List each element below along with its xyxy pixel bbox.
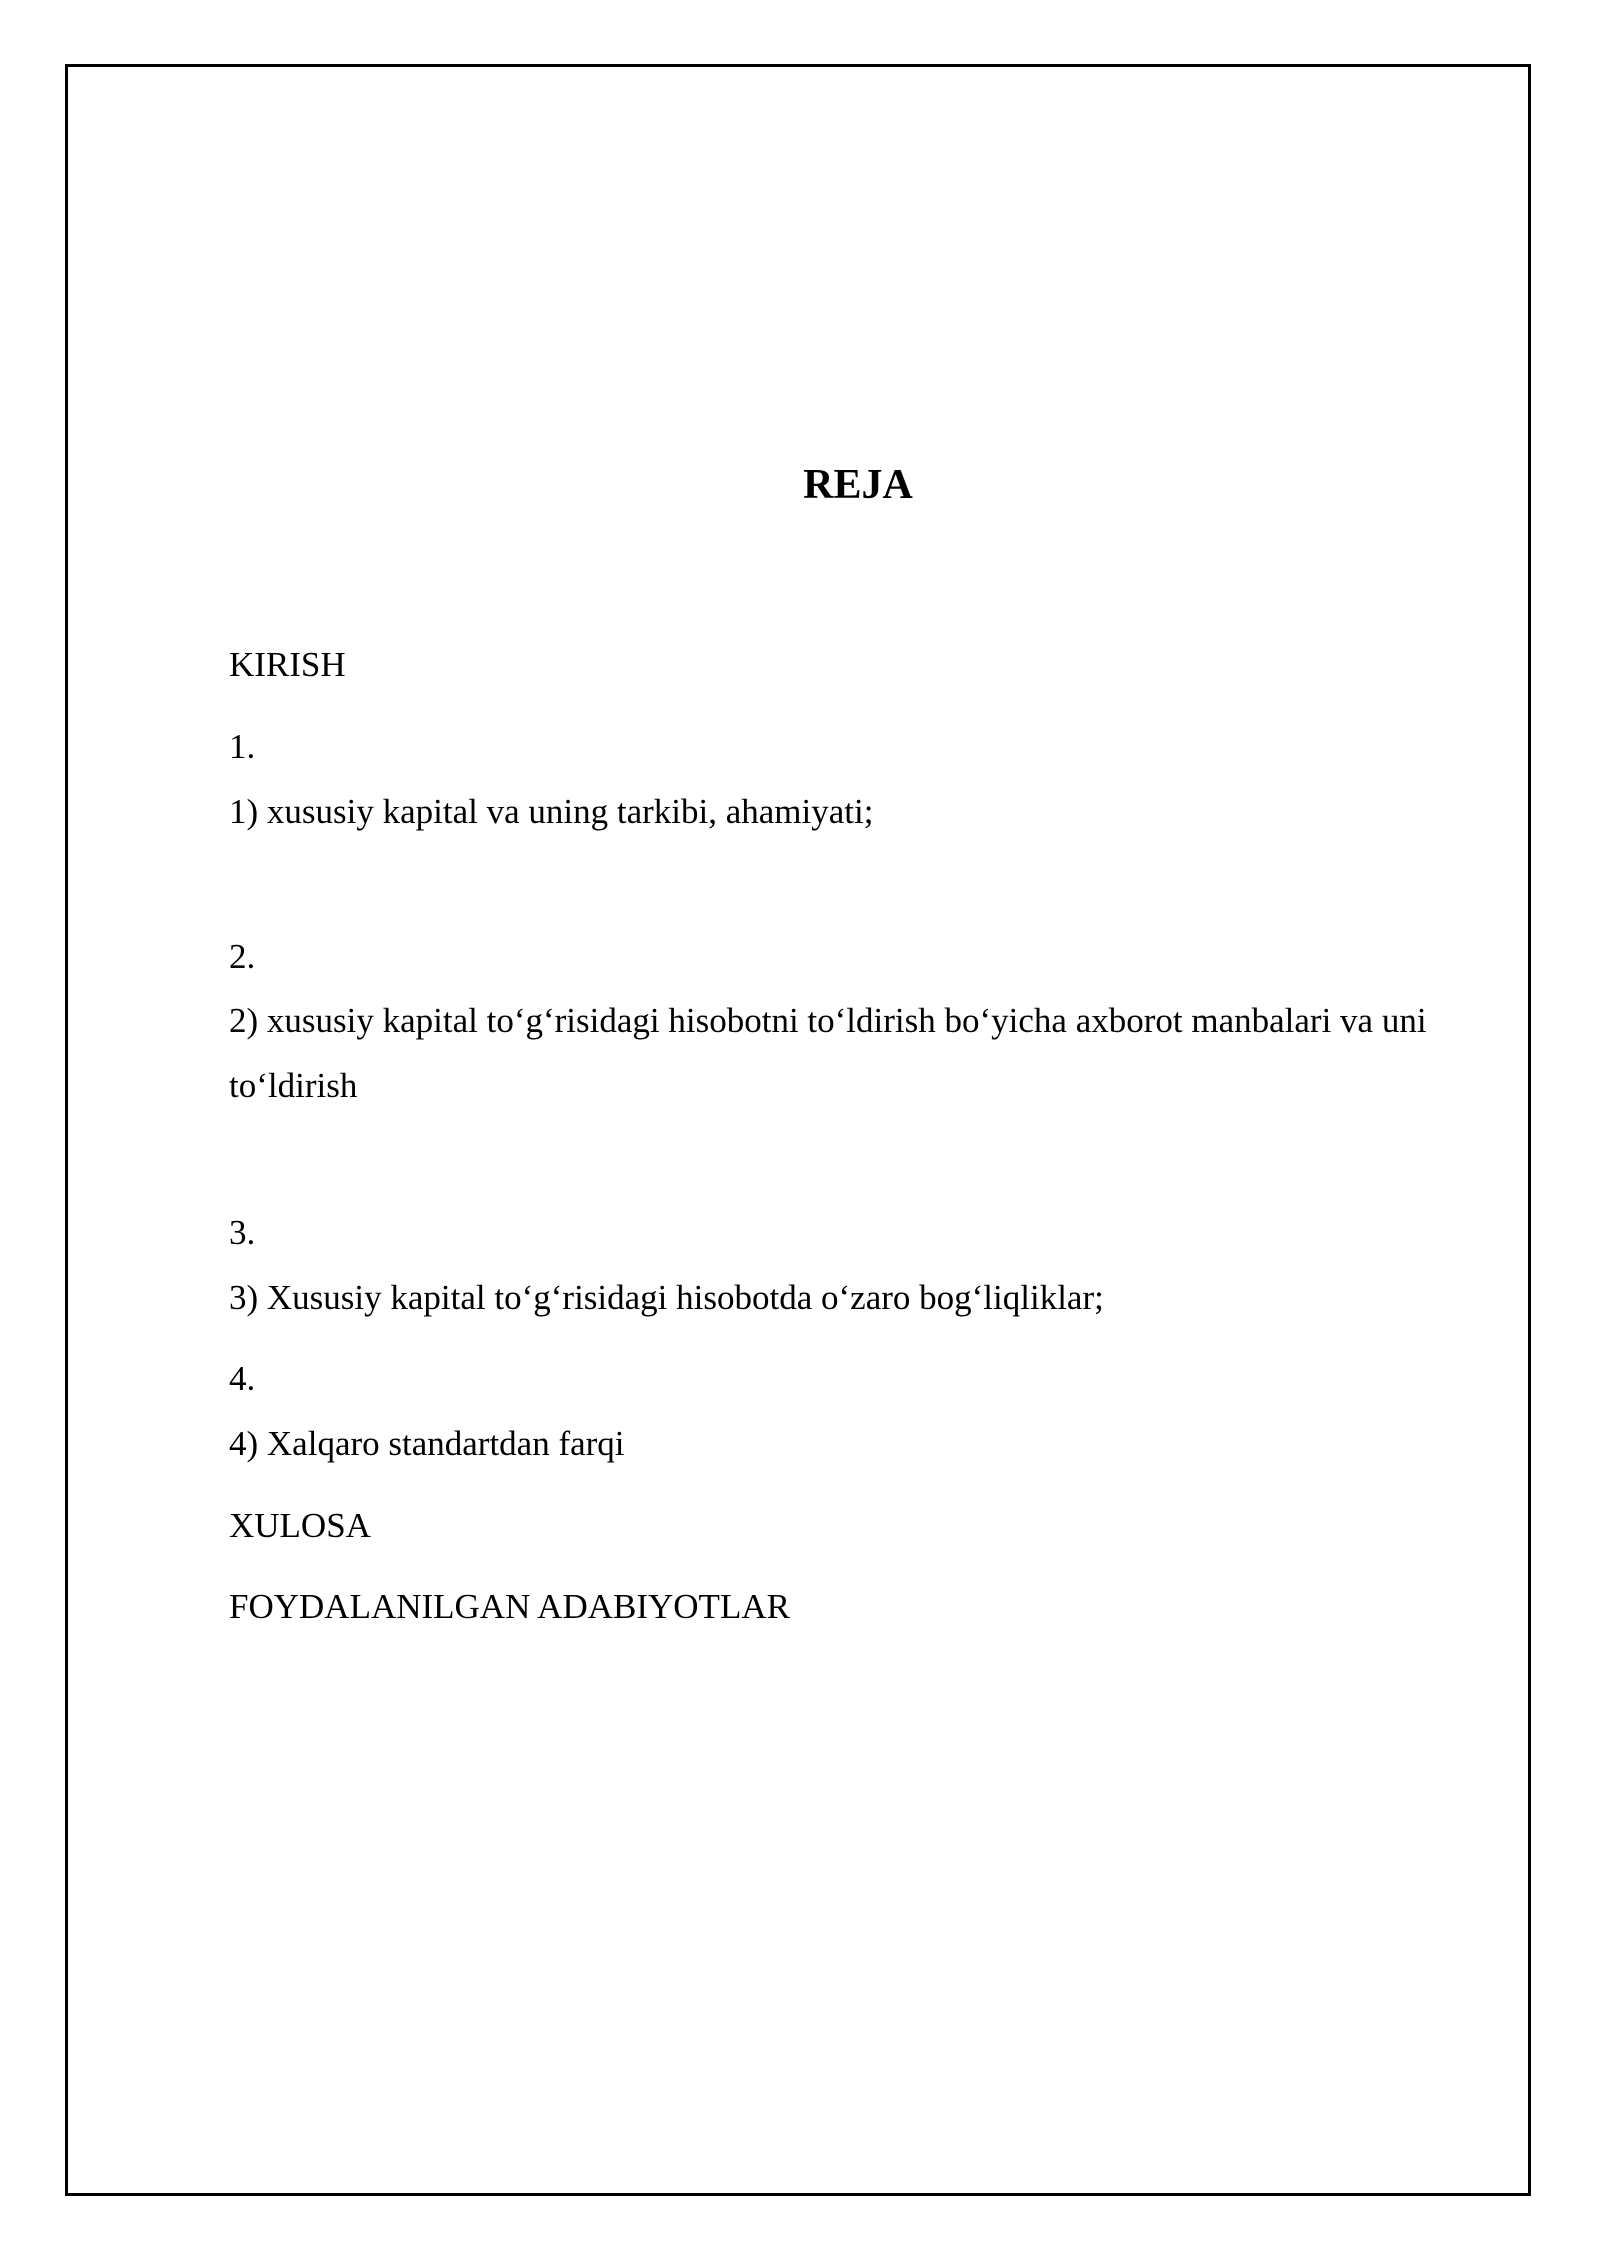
section-3-text: 3) Xususiy kapital to‘g‘risidagi hisobotda o‘zaro bog‘liqliklar;	[229, 1278, 1104, 1317]
references-heading: FOYDALANILGAN ADABIYOTLAR	[229, 1587, 790, 1626]
conclusion-heading: XULOSA	[229, 1506, 371, 1545]
section-1-number: 1.	[229, 727, 256, 766]
intro-heading: KIRISH	[229, 645, 346, 684]
page-title: REJA	[803, 462, 913, 508]
section-2-text: 2) xususiy kapital to‘g‘risidagi hisobotni to‘ldirish bo‘yicha axborot manbalari va uni to‘ldirish	[229, 1001, 1427, 1105]
page-border	[65, 64, 1531, 2196]
section-4-number: 4.	[229, 1359, 256, 1398]
section-2-number: 2.	[229, 937, 256, 976]
section-3-number: 3.	[229, 1213, 256, 1252]
section-1-text: 1) xususiy kapital va uning tarkibi, ahamiyati;	[229, 792, 874, 831]
section-4-text: 4) Xalqaro standartdan farqi	[229, 1424, 625, 1463]
